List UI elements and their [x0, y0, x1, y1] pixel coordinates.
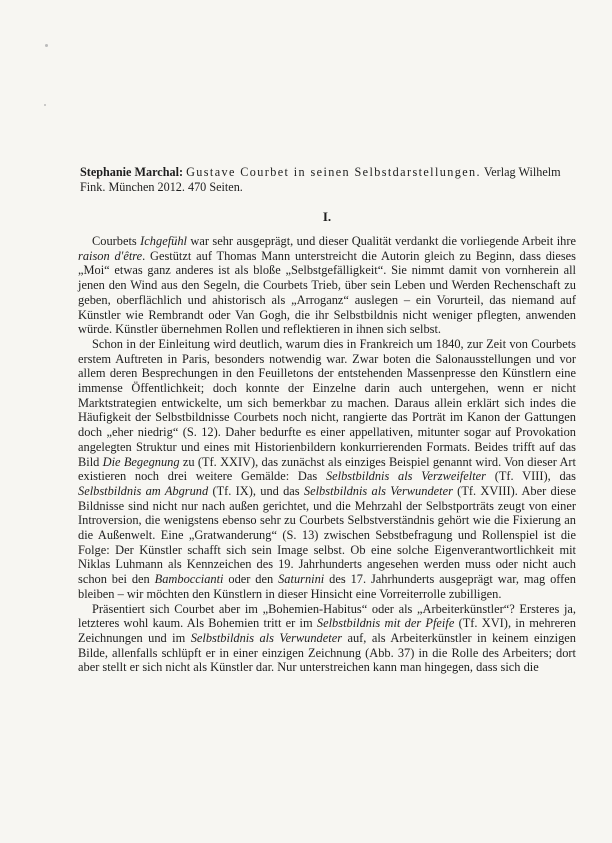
paragraph-text: Schon in der Einleitung wird deutlich, warum dies in Frankreich um 1840, zur Zeit von Courbets erstem Auftreten in Paris, besonders notwendig war. Zwar boten die Salonausstellungen und vor allem deren Besprechungen in den Feuilletons der entstehenden Massenpresse den Künstlern eine immense Öffentlichkeit; doch konnte der Einzelne darin auch untergehen, wenn er nicht Marktstrategien entwickelte, um sich bemerkbar zu machen. Daraus allein erklärt sich indes die Häufigkeit der Selbstbildnisse Courbets noch nicht, rangierte das Porträt im Kanon der Gattungen doch „eher niedrig“ (S. 12). Daher bedurfte es einer appellativen, mitunter sogar auf Provokation angelegten Struktur und eines mit Historienbildern konkurrierenden Formats. Beides trifft auf das Bild — [78, 336, 576, 469]
scan-speck — [44, 104, 46, 106]
author-name: Stephanie Marchal: — [80, 165, 184, 179]
italic-title: Selbstbildnis als Verzweifelter — [325, 469, 486, 484]
review-header — [78, 165, 576, 195]
paragraph-text: (Tf. XVIII). Aber diese Bildnisse sind nicht nur nach außen gerichtet, und die Mehrzahl der Selbstporträts zeugt von einer Introversion, die wenigstens ebenso sehr zu Courbets Selbstverständnis gehört wie die Fixierung an die Außenwelt. Eine „Gratwanderung“ (S. 13) zwischen Sebstbefragung und Rollenspiel ist die Folge: Der Künstler schafft sich sein Image selbst. Ob eine solche Eigenverantwortlichkeit mit Niklas Luhmann als Kennzeichen des 19. Jahrhunderts angesehen werden muss oder nicht auch schon bei den — [78, 483, 576, 587]
section-heading: I. — [322, 209, 332, 224]
paragraph — [78, 602, 576, 676]
paragraph — [78, 337, 576, 602]
italic-title: Selbstbildnis am Abgrund — [78, 483, 209, 498]
italic-title: raison d'être — [78, 248, 143, 263]
paragraph-text: auf, als Arbeiterkünstler in keinem einzigen Bilde, allenfalls schlüpft er in einer einzigen Zeichnung (Abb. 37) in die Rolle des Arbeiters; dort aber stellt er sich nicht als Künstler dar. Nur unterstreichen kann man hingegen, dass sich die — [78, 630, 576, 675]
paragraph-text: (Tf. IX), und das — [208, 483, 304, 498]
paragraph-text: . Gestützt auf Thomas Mann unterstreicht die Autorin gleich zu Beginn, dass dieses „Moi“ etwas ganz anderes ist als bloße „Selbstgefälligkeit“. Sie nimmt damit von vornherein all jenen den Wind aus den Segeln, die Courbets Trieb, über sein Leben und Werden Rechenschaft zu geben, oberflächlich und ahistorisch als „Arroganz“ auslegen – ein Vorurteil, das niemand auf Künstler wie Rembrandt oder Van Gogh, die ihr Selbstbildnis nicht weniger pflegten, anwenden würde. Künstler übernehmen Rollen und reflektieren in ihnen sich selbst. — [78, 248, 576, 337]
italic-title: Selbstbildnis als Verwundeter — [303, 483, 453, 498]
paragraph-text: Präsentiert sich Courbet aber im „Bohemien-Habitus“ oder als „Arbeiterkünstler“? Ersteres ja, letzteres wohl kaum. Als Bohemien tritt er im — [78, 601, 576, 631]
paragraph-text: (Tf. VIII), das — [485, 469, 576, 484]
paragraph-text: Courbets — [92, 234, 141, 248]
paragraph-text: des 17. Jahrhunderts ausgeprägt war, mag offen bleiben – wir möchten den Künstlern in dieser Hinsicht eine Vorreiterrolle zubilligen. — [78, 572, 576, 601]
italic-title: Selbstbildnis als Verwundeter — [190, 630, 343, 645]
italic-title: Die Begegnung — [102, 454, 180, 469]
paragraph-text: zu (Tf. XXIV), das zunächst als einziges Beispiel genannt wird. Von dieser Art existieren noch drei weitere Gemälde: Das — [78, 454, 576, 484]
paragraph — [78, 234, 576, 337]
italic-title: Bamboccianti — [154, 572, 224, 587]
paragraph-text: (Tf. XVI), in mehreren Zeichnungen und im — [78, 616, 576, 645]
italic-title: Saturnini — [278, 572, 325, 587]
scan-speck — [45, 44, 48, 47]
paragraph-text: war sehr ausgeprägt, und dieser Qualität verdankt die vorliegende Arbeit ihre — [186, 234, 576, 248]
publication-info: Verlag Wilhelm Fink. München 2012. 470 Seiten. — [80, 165, 561, 194]
paragraph-text: oder den — [223, 572, 279, 587]
body-text — [78, 234, 576, 675]
book-title: Gustave Courbet in seinen Selbstdarstellungen. — [186, 165, 481, 179]
italic-title: Selbstbildnis mit der Pfeife — [316, 616, 455, 631]
italic-title: Ichgefühl — [140, 234, 187, 248]
